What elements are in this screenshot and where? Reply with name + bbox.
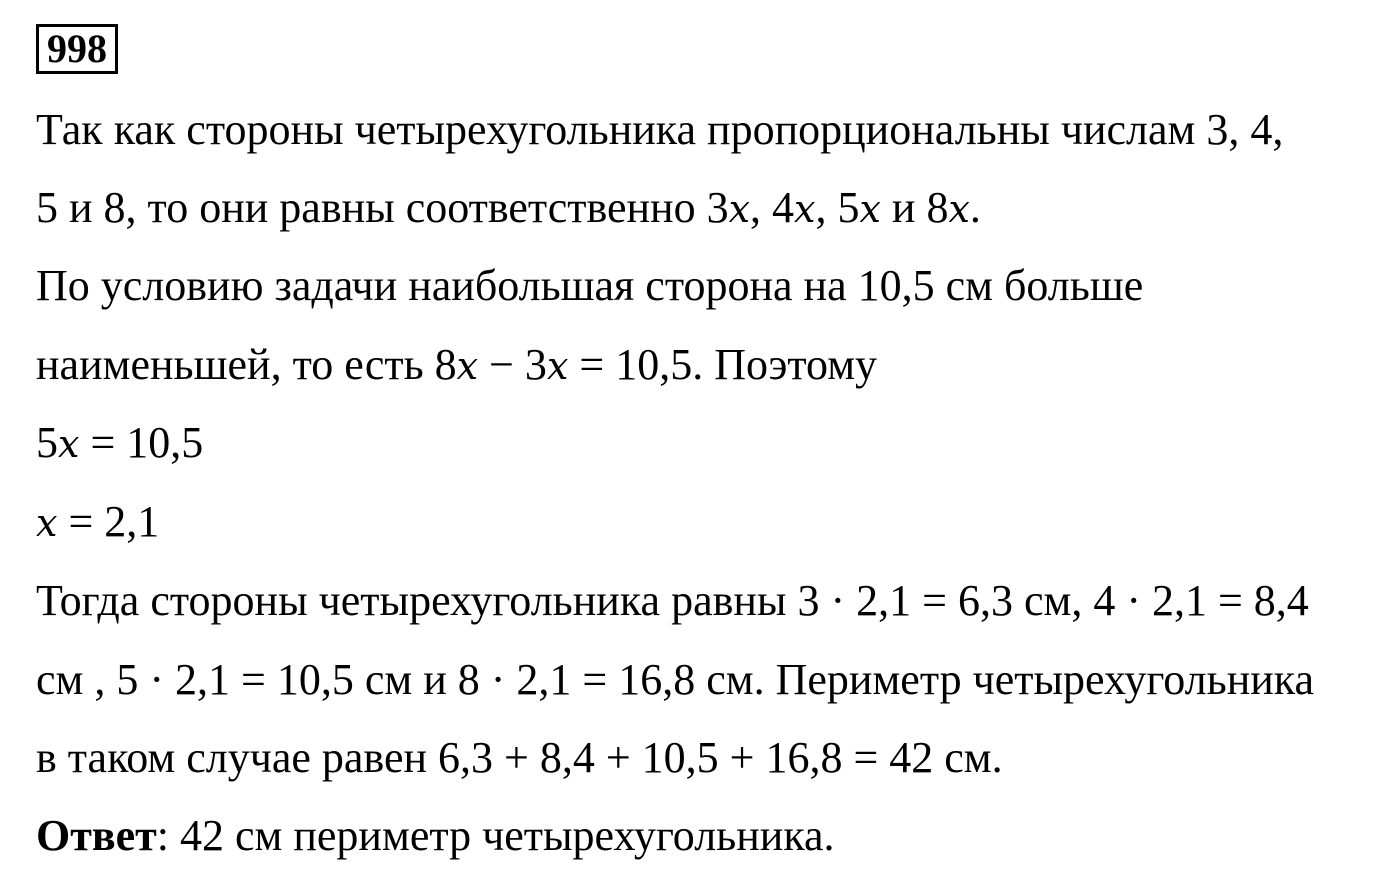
- text-segment: По условию задачи наибольшая сторона на 10,5 см больше: [36, 261, 1144, 310]
- text-segment: см , 5 · 2,1 = 10,5 см и 8 · 2,1 = 16,8 см. Периметр четырехугольника: [36, 655, 1315, 704]
- math-variable: x: [859, 187, 881, 231]
- text-segment: = 2,1: [57, 497, 160, 546]
- equation-line-1: [36, 417, 203, 470]
- text-segment: в таком случае равен 6,3 + 8,4 + 10,5 + 16,8 = 42 см.: [36, 733, 1003, 782]
- math-variable: x: [546, 344, 569, 388]
- task-number-box: 998: [36, 24, 118, 74]
- answer-label: Ответ: [36, 811, 157, 860]
- text-segment: − 3: [478, 340, 547, 389]
- equation-line-2: [36, 496, 159, 549]
- text-segment: = 10,5. Поэтому: [568, 340, 878, 389]
- text-line-7: [36, 575, 1309, 627]
- text-line-3: [36, 260, 1143, 312]
- text-segment: 5 и 8, то они равны соответственно 3: [36, 183, 729, 232]
- text-line-1: [36, 104, 1283, 156]
- text-segment: , 5: [815, 183, 860, 232]
- text-segment: Тогда стороны четырехугольника равны 3 · 2,1 = 6,3 см, 4 · 2,1 = 8,4: [36, 576, 1309, 625]
- text-segment: , 4: [750, 183, 795, 232]
- math-variable: x: [36, 501, 58, 545]
- text-line-4: [36, 339, 877, 392]
- text-segment: наименьшей, то есть 8: [36, 340, 457, 389]
- answer-text: : 42 см периметр четырехугольника.: [156, 811, 835, 860]
- answer-line: [36, 810, 835, 862]
- text-segment: = 10,5: [79, 418, 204, 467]
- text-line-9: [36, 732, 1003, 784]
- math-variable: x: [58, 422, 80, 466]
- math-variable: x: [456, 344, 479, 388]
- math-variable: x: [728, 187, 751, 231]
- text-segment: .: [969, 183, 981, 232]
- text-segment: 5: [36, 418, 58, 467]
- math-variable: x: [794, 187, 816, 231]
- text-line-2: [36, 182, 981, 235]
- math-variable: x: [948, 187, 970, 231]
- text-segment: Так как стороны четырехугольника пропорциональны числам 3, 4,: [36, 105, 1284, 154]
- text-segment: и 8: [880, 183, 949, 232]
- text-line-8: [36, 654, 1314, 706]
